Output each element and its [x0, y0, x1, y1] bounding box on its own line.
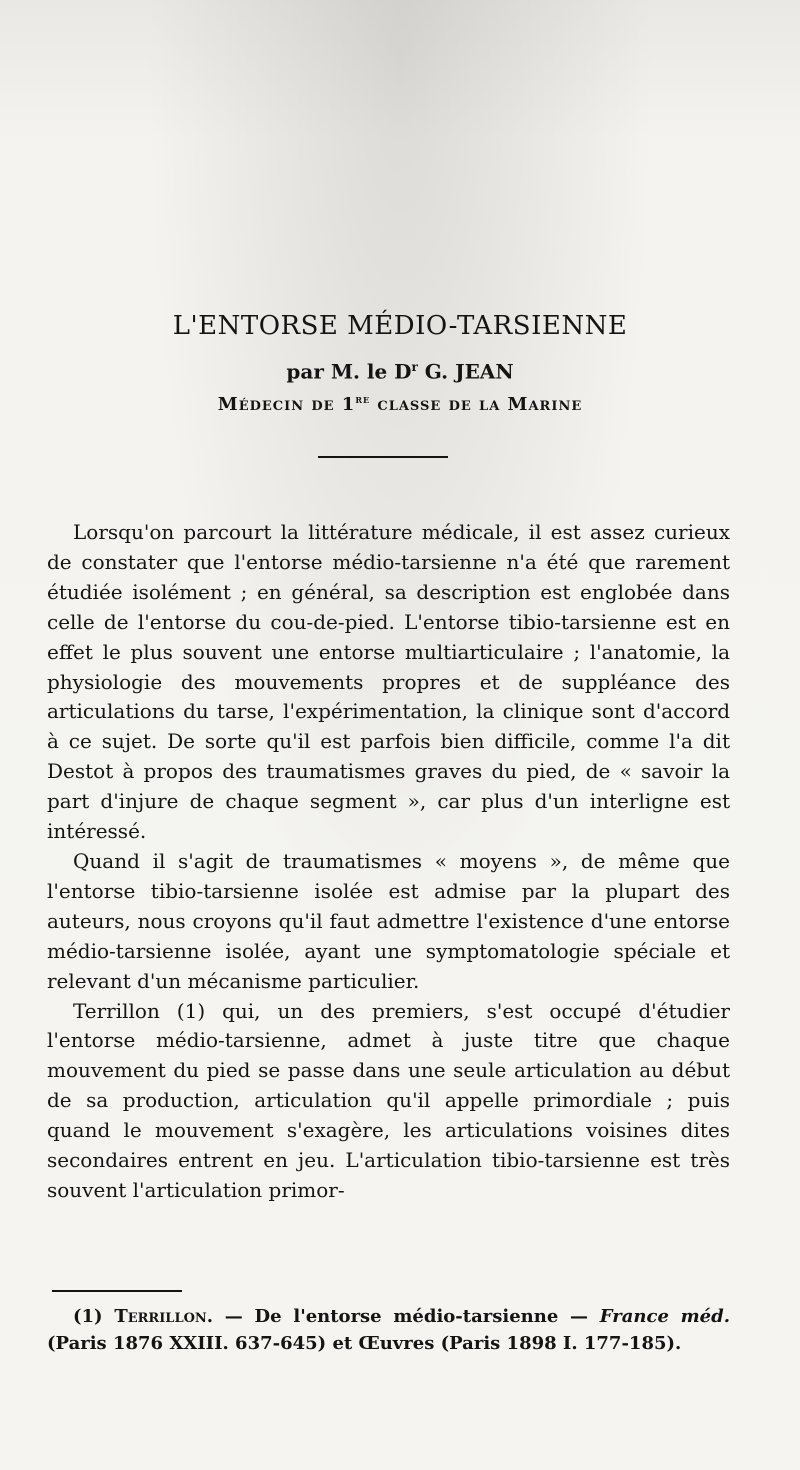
author-prefix: par M. le D: [286, 359, 412, 384]
affiliation-suffix: classe de la Marine: [370, 393, 583, 415]
footnote: [47, 1303, 730, 1357]
article-header: [0, 308, 800, 418]
title-divider: [318, 456, 448, 458]
article-body: [47, 518, 730, 1206]
body-paragraph: Terrillon (1) qui, un des premiers, s'est occupé d'étudier l'entorse médio-tarsienne, admet à juste titre que chaque mouvement du pied se passe dans une seule articulation au début de sa production, articulation qu'il appelle primordiale ; puis quand le mouvement s'exagère, les articulations voisines dites secondaires entrent en jeu. L'articulation tibio-tarsienne est très souvent l'articulation primor-: [47, 998, 730, 1202]
affiliation-superscript: re: [355, 392, 371, 406]
author-line: [0, 354, 800, 385]
footnote-reference: (Paris 1876 XXIII. 637-645) et Œuvres (Paris 1898 I. 177-185).: [47, 1333, 682, 1354]
footnote-divider: [52, 1290, 182, 1292]
author-affiliation: [0, 387, 800, 418]
body-paragraph: Quand il s'agit de traumatismes « moyens », de même que l'entorse tibio-tarsienne isolée est admise par la plupart des auteurs, nous croyons qu'il faut admettre l'existence d'une entorse médio-tarsienne isolée, ayant une symptomatologie spéciale et relevant d'un mécanisme particulier.: [47, 848, 730, 993]
footnote-entry: [47, 1303, 730, 1357]
footnote-text: — De l'entorse médio-tarsienne —: [213, 1306, 600, 1327]
affiliation-prefix: Médecin de 1: [217, 393, 356, 415]
footnote-journal: France méd.: [599, 1306, 730, 1327]
footnote-marker: (1): [73, 1306, 115, 1327]
author-name: G. JEAN: [417, 359, 514, 384]
article-title: L'ENTORSE MÉDIO-TARSIENNE: [172, 311, 628, 341]
author-superscript: r: [411, 360, 418, 374]
body-paragraph: Lorsqu'on parcourt la littérature médicale, il est assez curieux de constater que l'entorse médio-tarsienne n'a été que rarement étudiée isolément ; en général, sa description est englobée dans celle de l'entorse du cou-de-pied. L'entorse tibio-tarsienne est en effet le plus souvent une entorse multiarticulaire ; l'anatomie, la physiologie des mouvements propres et de suppléance des articulations du tarse, l'expérimentation, la clinique sont d'accord à ce sujet. De sorte qu'il est parfois bien difficile, comme l'a dit Destot à propos des traumatismes graves du pied, de « savoir la part d'injure de chaque segment », car plus d'un interligne est intéressé.: [47, 520, 730, 844]
footnote-author: Terrillon.: [114, 1306, 214, 1327]
